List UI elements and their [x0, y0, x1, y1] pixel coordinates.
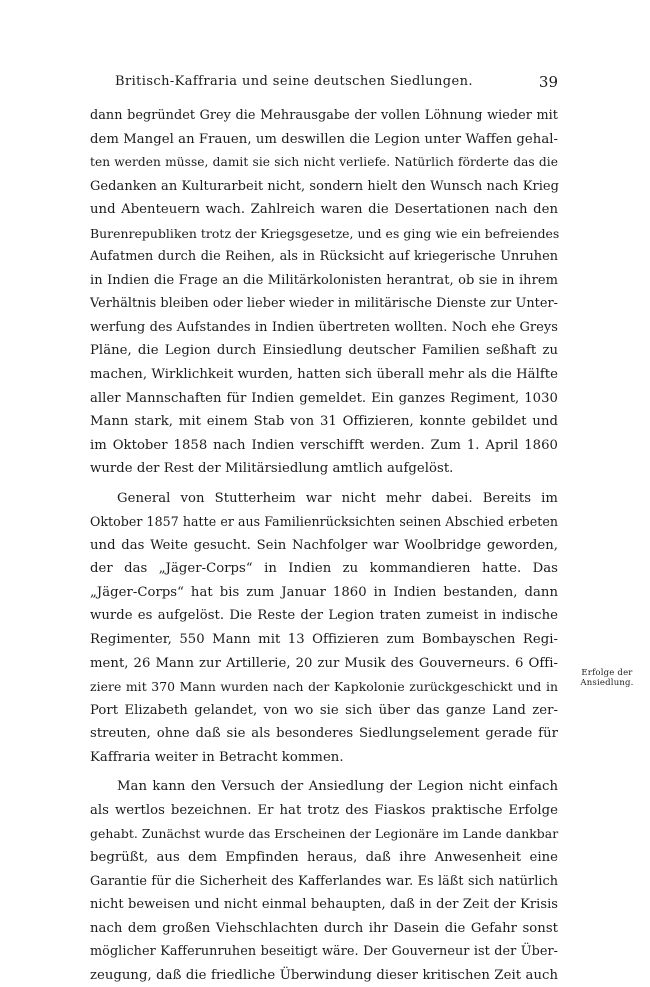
text-line: Port Elizabeth gelandet, von wo sie sich über das ganze Land zer-	[90, 702, 558, 718]
text-line: ment, 26 Mann zur Artillerie, 20 zur Musik des Gouverneurs. 6 Offi-	[90, 655, 558, 671]
text-line: Man kann den Versuch der Ansiedlung der Legion nicht einfach	[117, 779, 558, 795]
text-line: Pläne, die Legion durch Einsiedlung deutscher Familien seßhaft zu	[90, 343, 558, 359]
text-line: Aufatmen durch die Reihen, als in Rücksicht auf kriegerische Unruhen	[90, 249, 558, 265]
text-line: dem Mangel an Frauen, um deswillen die Legion unter Waffen gehal-	[90, 131, 558, 147]
text-line: General von Stutterheim war nicht mehr dabei. Bereits im	[117, 490, 558, 506]
text-line: in Indien die Frage an die Militärkolonisten herantrat, ob sie in ihrem	[90, 272, 558, 288]
text-line: und Abenteuern wach. Zahlreich waren die Desertationen nach den	[90, 202, 558, 218]
page-number: 39	[538, 73, 558, 91]
text-line: Kaffraria weiter in Betracht kommen.	[90, 749, 344, 765]
marginal-note-line: Ansiedlung.	[580, 678, 634, 688]
page-header	[90, 74, 558, 96]
marginal-note	[568, 668, 646, 688]
text-line: möglicher Kafferunruhen beseitigt wäre. Der Gouverneur ist der Über-	[90, 944, 558, 960]
text-line: nicht beweisen und nicht einmal behaupten, daß in der Zeit der Krisis	[90, 897, 558, 913]
text-line: wurde der Rest der Militärsiedlung amtlich aufgelöst.	[90, 461, 454, 477]
text-line: nach dem großen Viehschlachten durch ihr Dasein die Gefahr sonst	[90, 920, 558, 936]
text-line: Regimenter, 550 Mann mit 13 Offizieren zum Bombayschen Regi-	[90, 632, 558, 648]
text-line: im Oktober 1858 nach Indien verschifft werden. Zum 1. April 1860	[90, 437, 558, 453]
text-line: ten werden müsse, damit sie sich nicht verliefe. Natürlich förderte das die	[90, 155, 558, 170]
text-line: ziere mit 370 Mann wurden nach der Kapkolonie zurückgeschickt und in	[90, 679, 558, 695]
text-line: Gedanken an Kulturarbeit nicht, sondern hielt den Wunsch nach Krieg	[90, 178, 560, 194]
text-line: „Jäger-Corps“ hat bis zum Januar 1860 in Indien bestanden, dann	[90, 584, 558, 600]
paragraph	[90, 104, 558, 481]
marginal-note-line: Erfolge der	[581, 668, 633, 678]
text-line: dann begründet Grey die Mehrausgabe der vollen Löhnung wieder mit	[90, 108, 558, 123]
text-line: aller Mannschaften für Indien gemeldet. Ein ganzes Regiment, 1030	[90, 390, 558, 406]
paragraph	[90, 487, 558, 770]
text-line: Garantie für die Sicherheit des Kafferlandes war. Es läßt sich natürlich	[90, 873, 558, 889]
text-line: streuten, ohne daß sie als besonderes Siedlungselement gerade für	[90, 726, 558, 742]
text-line: Burenrepubliken trotz der Kriegsgesetze, und es ging wie ein befreiendes	[90, 225, 560, 241]
text-line: gehabt. Zunächst wurde das Erscheinen der Legionäre im Lande dankbar	[90, 826, 559, 842]
text-line: werfung des Aufstandes in Indien übertreten wollten. Noch ehe Greys	[90, 319, 558, 335]
text-line: Verhältnis bleiben oder lieber wieder in militärische Dienste zur Unter-	[90, 296, 558, 312]
running-head: Britisch-Kaffraria und seine deutschen Siedlungen.	[115, 74, 473, 89]
text-line: als wertlos bezeichnen. Er hat trotz des Fiaskos praktische Erfolge	[90, 802, 558, 818]
text-line: wurde es aufgelöst. Die Reste der Legion traten zumeist in indische	[90, 608, 558, 624]
text-line: Oktober 1857 hatte er aus Familienrücksichten seinen Abschied erbeten	[90, 514, 559, 530]
text-line: zeugung, daß die friedliche Überwindung dieser kritischen Zeit auch	[90, 967, 558, 983]
body-text	[90, 104, 558, 987]
text-line: und das Weite gesucht. Sein Nachfolger war Woolbridge geworden,	[90, 537, 558, 553]
paragraph	[90, 775, 558, 987]
text-line: machen, Wirklichkeit wurden, hatten sich überall mehr als die Hälfte	[90, 367, 558, 383]
text-line: begrüßt, aus dem Empfinden heraus, daß ihre Anwesenheit eine	[90, 849, 558, 865]
text-line: Mann stark, mit einem Stab von 31 Offizieren, konnte gebildet und	[90, 414, 558, 430]
text-line: der das „Jäger-Corps“ in Indien zu kommandieren hatte. Das	[90, 561, 558, 577]
